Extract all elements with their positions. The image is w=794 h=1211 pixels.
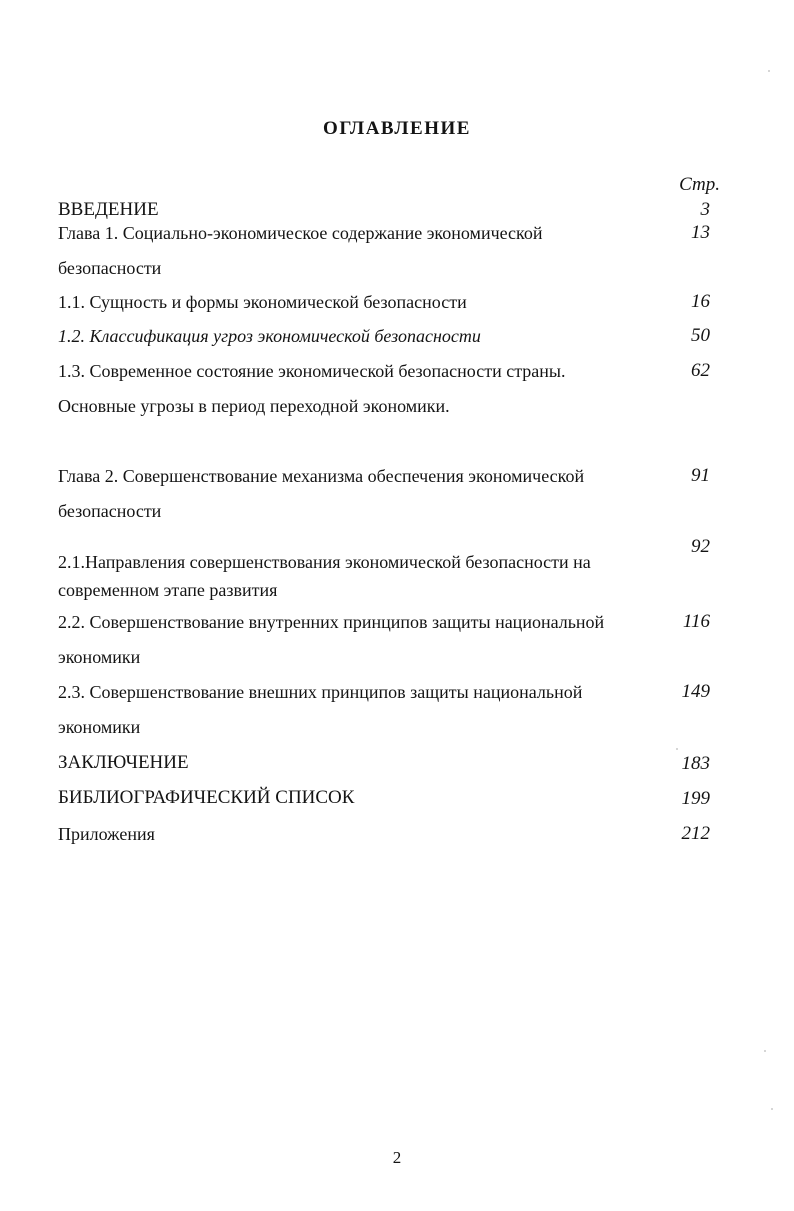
toc-page-bibliography: 199 bbox=[681, 788, 710, 809]
toc-entry-appendices: Приложения bbox=[58, 824, 155, 844]
toc-page-chapter-1: 13 bbox=[691, 222, 710, 243]
toc-entry-section-2-3-cont: экономики bbox=[58, 717, 141, 737]
toc-entry-section-1-1: 1.1. Сущность и формы экономической безопасности bbox=[58, 292, 467, 312]
toc-page-section-1-1: 16 bbox=[691, 291, 710, 312]
toc-entry-bibliography: БИБЛИОГРАФИЧЕСКИЙ СПИСОК bbox=[58, 787, 355, 808]
toc-entry-section-2-2-cont: экономики bbox=[58, 647, 141, 667]
toc-page-conclusion: 183 bbox=[681, 753, 710, 774]
toc-page-section-1-2: 50 bbox=[691, 325, 710, 346]
toc-entry-chapter-2: Глава 2. Совершенствование механизма обеспечения экономической bbox=[58, 466, 585, 486]
toc-entry-section-1-3-cont: Основные угрозы в период переходной экономики. bbox=[58, 396, 450, 416]
page-column-header: Стр. bbox=[679, 174, 720, 195]
toc-entry-section-1-3: 1.3. Современное состояние экономической безопасности страны. bbox=[58, 361, 566, 381]
toc-entry-section-2-1: 2.1.Направления совершенствования экономической безопасности на bbox=[58, 552, 591, 572]
toc-entry-chapter-1: Глава 1. Социально-экономическое содержание экономической bbox=[58, 223, 543, 243]
toc-page-section-2-1: 92 bbox=[691, 536, 710, 557]
toc-page-section-2-3: 149 bbox=[681, 681, 710, 702]
toc-page-chapter-2: 91 bbox=[691, 465, 710, 486]
toc-page-section-2-2: 116 bbox=[682, 611, 710, 632]
page-title: ОГЛАВЛЕНИЕ bbox=[323, 118, 471, 139]
toc-entry-chapter-1-cont: безопасности bbox=[58, 258, 162, 278]
toc-page-introduction: 3 bbox=[700, 199, 710, 220]
page-number: 2 bbox=[392, 1148, 402, 1167]
toc-page-section-1-3: 62 bbox=[691, 360, 710, 381]
toc-entry-introduction: ВВЕДЕНИЕ bbox=[58, 199, 159, 220]
toc-entry-section-2-3: 2.3. Совершенствование внешних принципов защиты национальной bbox=[58, 682, 583, 702]
toc-entry-chapter-2-cont: безопасности bbox=[58, 501, 162, 521]
toc-page-appendices: 212 bbox=[681, 823, 710, 844]
toc-entry-conclusion: ЗАКЛЮЧЕНИЕ bbox=[58, 752, 189, 773]
toc-entry-section-2-1-cont: современном этапе развития bbox=[58, 580, 278, 600]
toc-entry-section-1-2: 1.2. Классификация угроз экономической безопасности bbox=[58, 326, 481, 346]
toc-entry-section-2-2: 2.2. Совершенствование внутренних принципов защиты национальной bbox=[58, 612, 605, 632]
